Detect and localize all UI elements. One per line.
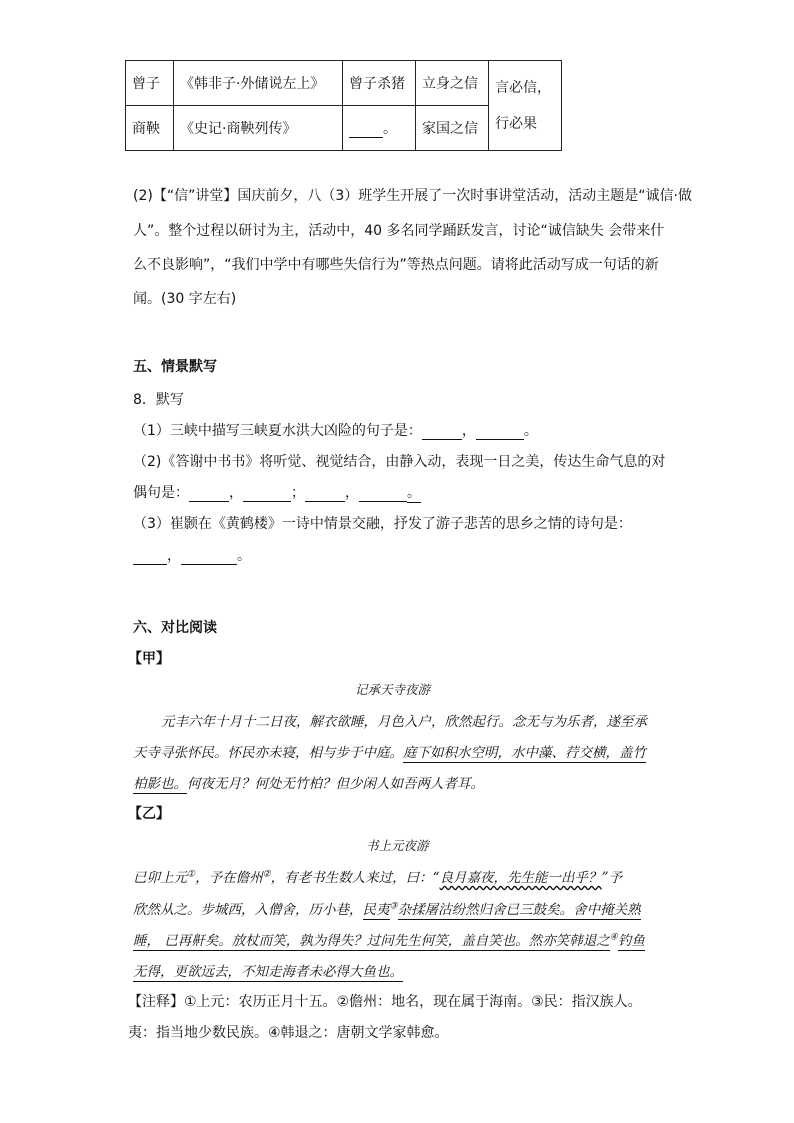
section-title: 五、情景默写: [133, 359, 217, 375]
separator: ，: [229, 485, 243, 501]
answer-blank[interactable]: [422, 423, 462, 440]
underlined-text: 无得，更欲远去，不知走海者未必得大鱼也。: [133, 964, 403, 980]
merged-cell-line: 行必果: [495, 115, 537, 132]
table-cell: 《韩非子·外储说左上》: [174, 61, 343, 106]
table-cell: 立身之信: [416, 61, 489, 106]
passage-text: ，予在儋州: [195, 870, 263, 886]
separator: ，: [345, 485, 359, 501]
footnote-marker: ③: [389, 901, 398, 912]
passage-line: [133, 898, 641, 918]
passage-line: [133, 960, 403, 980]
separator: ，: [461, 423, 476, 439]
underlined-text: 庭下如积水空明，水中藻、荇交横，盖竹: [403, 745, 646, 761]
recitation-item-1: [133, 420, 538, 440]
passage-line: [133, 741, 646, 761]
passage-text: 欣然从之。步城西，入僧舍，历小巷，: [133, 902, 363, 918]
passage-line: [133, 929, 645, 949]
table-cell: 曾子杀猪: [343, 61, 416, 106]
passage-text: ，有老书生数人来过，曰：“: [270, 870, 440, 886]
underlined-text: 钓鱼: [617, 933, 645, 949]
wavy-underlined-text: 良月嘉夜，先生能一出乎？: [439, 870, 602, 886]
notes-line: 夷：指当地少数民族。④韩退之：唐朝文学家韩愈。: [128, 1025, 449, 1041]
notes-line: 【注释】①上元：农历正月十五。②儋州：地名，现在属于海南。③民：指汉族人。: [128, 994, 642, 1010]
passage-line: 元丰六年十月十二日夜，解衣欲睡，月色入户，欣然起行。念无与为乐者，遂至承: [161, 714, 647, 730]
passage-text: 天寺寻张怀民。怀民亦未寝，相与步于中庭。: [133, 745, 403, 761]
answer-blank[interactable]: [189, 485, 229, 502]
table-cell-blank[interactable]: [343, 106, 416, 151]
table-cell: 《史记·商鞅列传》: [174, 106, 343, 151]
passage-text: 何夜无月？何处无竹柏？但少闲人如吾两人者耳。: [187, 776, 484, 792]
table-cell-suffix: 。: [383, 121, 397, 137]
q2-line: 闻。(30 字左右): [133, 291, 237, 307]
q2-line: 人”。整个过程以研讨为主，活动中，40 多名同学踊跃发言，讨论“诚信缺失 会带来什: [133, 223, 665, 239]
passage-title-jia: 记承天寺夜游: [355, 682, 431, 697]
merged-cell-line: 言必信，: [495, 79, 551, 96]
separator: 。: [407, 485, 421, 501]
footnote-marker: ④: [609, 932, 618, 943]
separator: ；: [291, 485, 305, 501]
recitation-item-3: （3）崔颢在《黄鹤楼》一诗中情景交融，抒发了游子悲苦的思乡之情的诗句是：: [133, 516, 632, 532]
recitation-item-2: （2)《答谢中书书》将听觉、视觉结合，由静入动，表现一日之美，传达生命气息的对: [133, 454, 666, 470]
underlined-text: 睡， 已再鼾矣。放杖而笑，孰为得失？过问先生何笑，盖自笑也。然亦笑韩退之: [133, 933, 610, 949]
passage-label-jia: 【甲】: [128, 651, 170, 667]
passage-label-yi: 【乙】: [128, 806, 170, 822]
question-number: 8．默写: [133, 392, 184, 408]
passage-line: [133, 772, 484, 792]
recitation-item-3-cont: [133, 545, 251, 565]
underlined-text: 柏影也。: [133, 776, 187, 792]
passage-text: 已卯上元: [133, 870, 187, 886]
answer-blank[interactable]: [243, 485, 291, 502]
comparison-table: [125, 60, 562, 151]
answer-blank[interactable]: [305, 485, 345, 502]
separator: 。: [237, 548, 251, 564]
table-cell: 曾子: [126, 61, 174, 106]
table-cell: 商鞅: [126, 106, 174, 151]
merged-cell: [489, 61, 562, 151]
answer-blank[interactable]: [359, 485, 407, 502]
table-row: [126, 61, 562, 106]
item-text: （1）三峡中描写三峡夏水洪大凶险的句子是：: [133, 423, 422, 439]
q2-line: 么不良影响”，“我们中学中有哪些失信行为”等热点问题。请将此活动写成一句话的新: [133, 257, 659, 273]
table-cell: 家国之信: [416, 106, 489, 151]
answer-blank[interactable]: [476, 423, 524, 440]
answer-blank[interactable]: [181, 548, 237, 565]
underlined-text: 民夷: [362, 902, 390, 918]
passage-text: ”予: [601, 870, 622, 886]
footnote-marker: ②: [262, 869, 271, 880]
item-text: 偶句是：: [133, 485, 189, 501]
footnote-marker: ①: [187, 869, 196, 880]
separator: ，: [167, 548, 181, 564]
passage-line: [133, 866, 622, 886]
section-title: 六、对比阅读: [133, 620, 217, 636]
underlined-text: 杂揉屠沽纷然归舍已三鼓矣。舍中掩关熟: [397, 902, 641, 918]
recitation-item-2-cont: [133, 482, 421, 502]
answer-blank[interactable]: [133, 548, 167, 565]
q2-line: (2)【“信”讲堂】国庆前夕，八（3）班学生开展了一次时事讲堂活动，活动主题是“诚信·做: [133, 188, 692, 204]
passage-title-yi: 书上元夜游: [366, 838, 429, 853]
separator: 。: [523, 423, 538, 439]
